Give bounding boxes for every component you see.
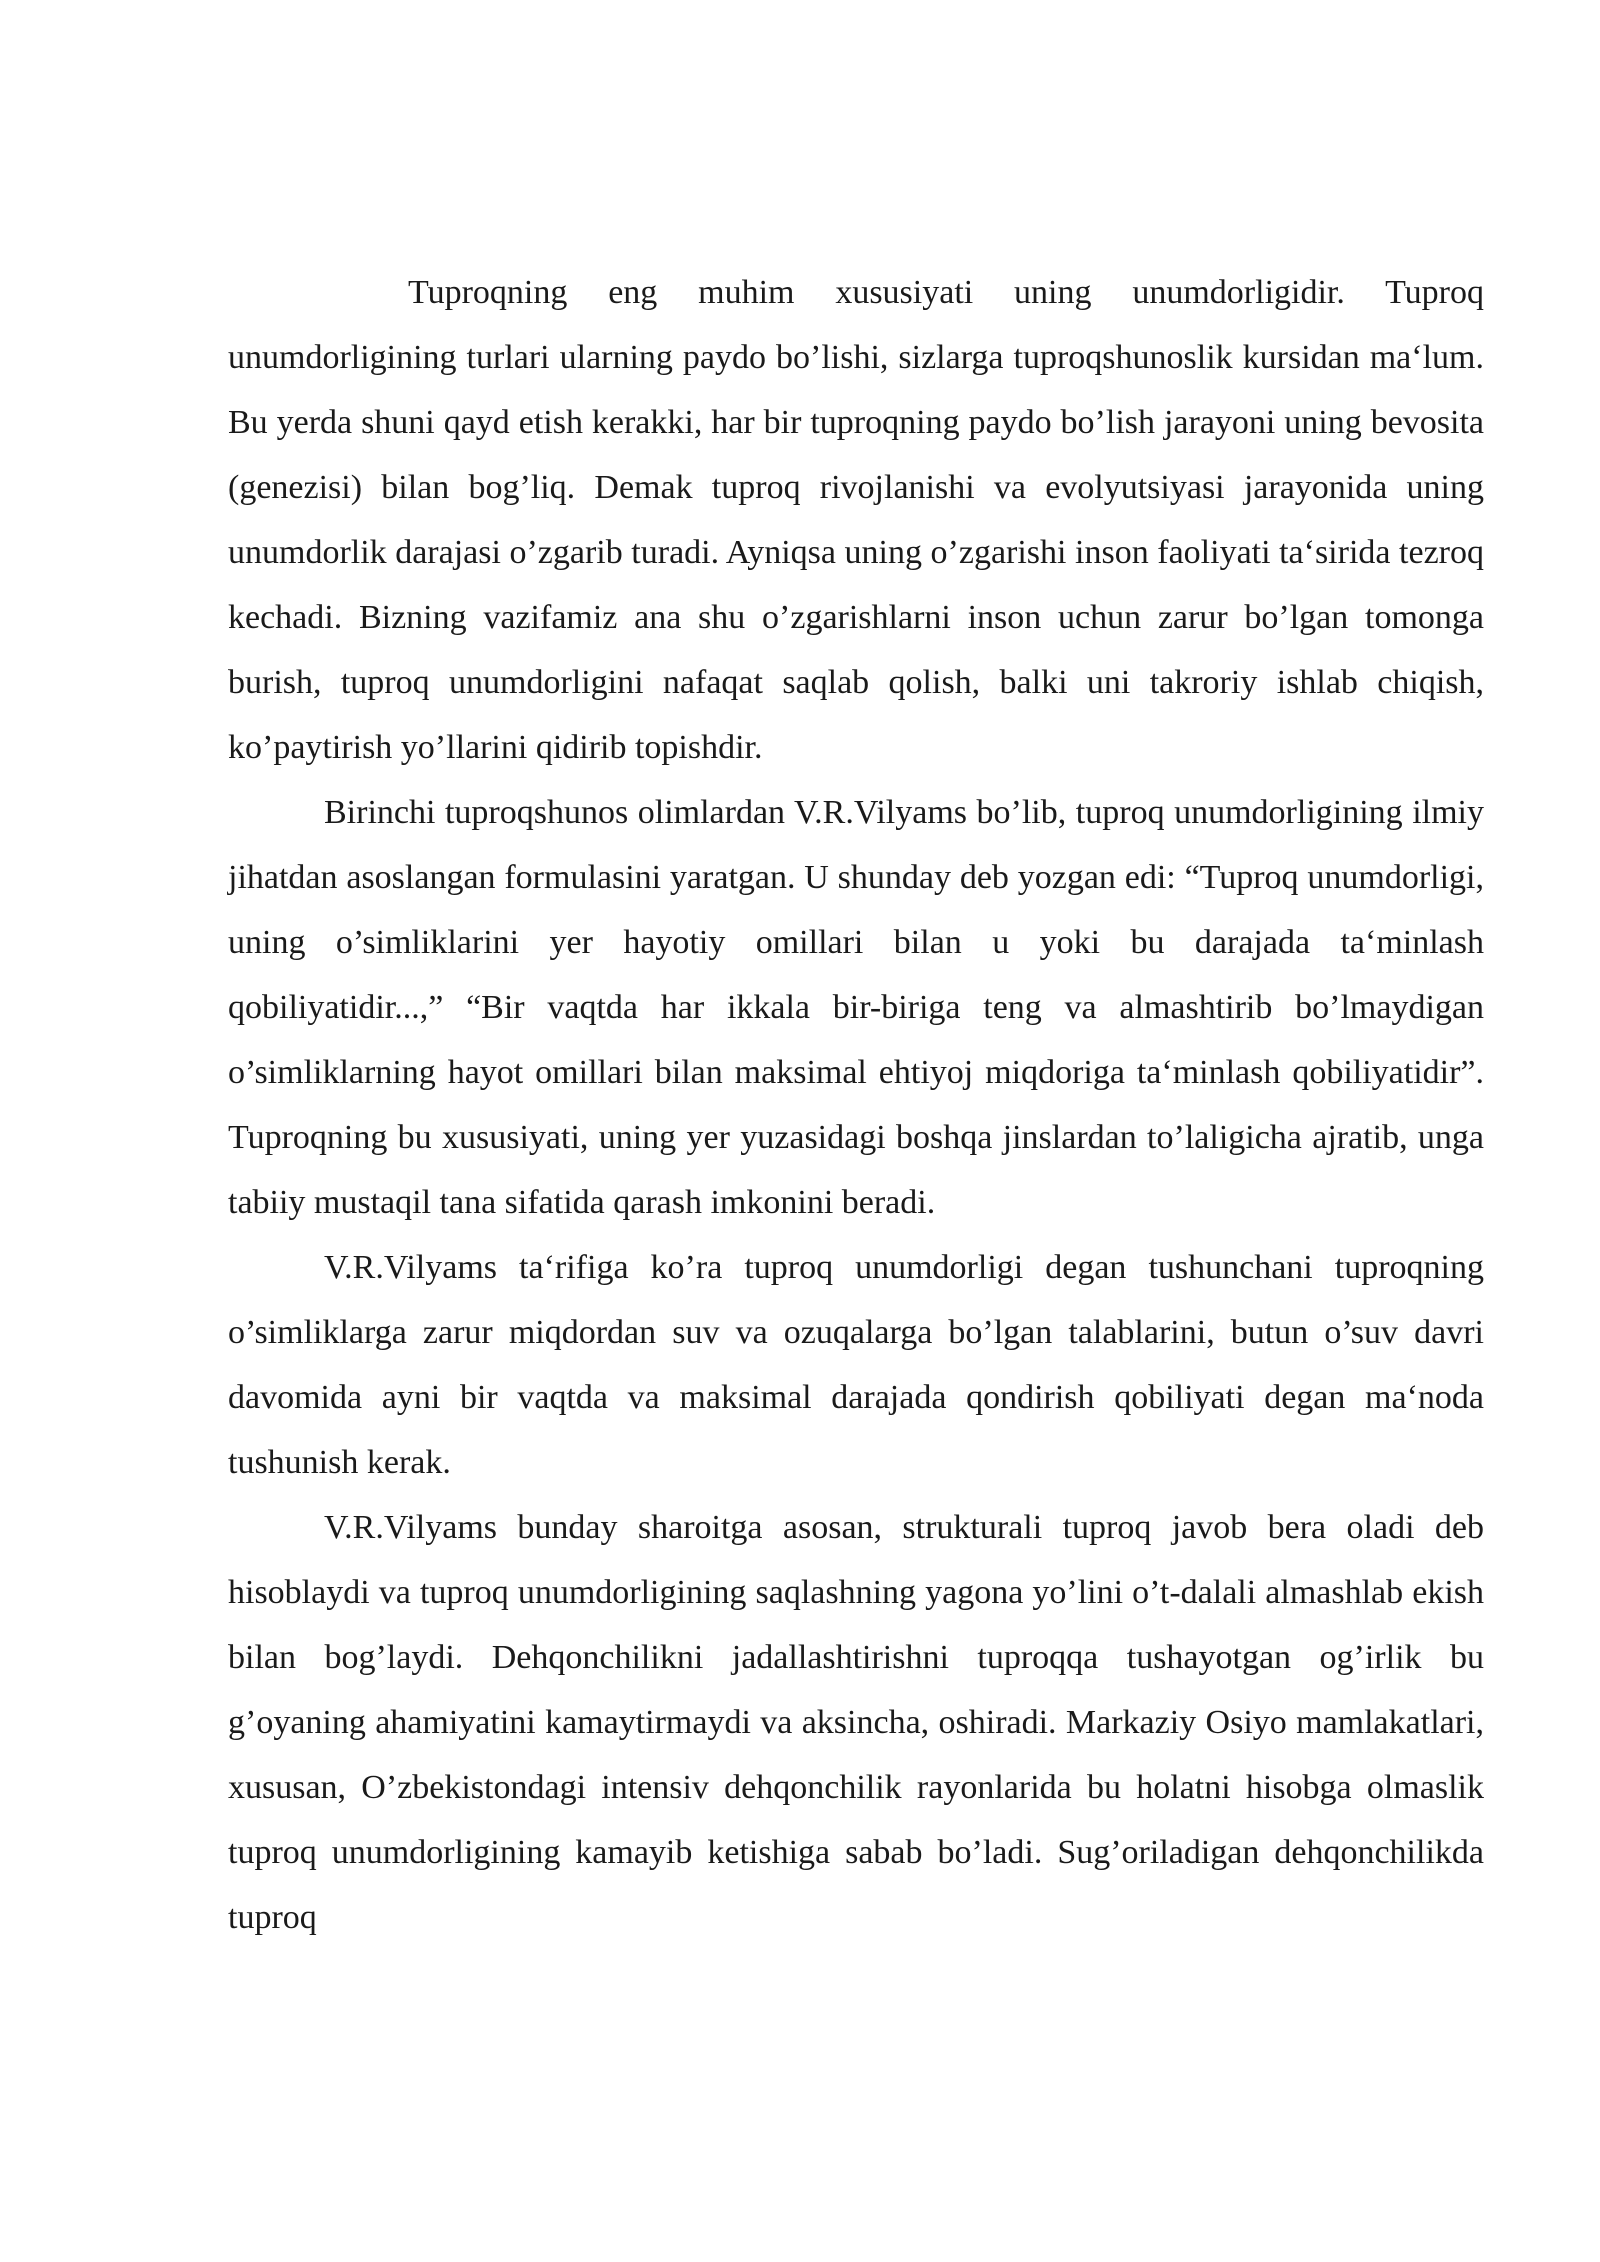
paragraph-4: V.R.Vilyams bunday sharoitga asosan, strukturali tuproq javob bera oladi deb hisoblaydi va tuproq unumdorligining saqlashning yagona yo’lini o’t-dalali almashlab ekish bilan bog’laydi. Dehqonchilikni jadallashtirishni tuproqqa tushayotgan og’irlik bu g’oyaning ahamiyatini kamaytirmaydi va aksincha, oshiradi. Markaziy Osiyo mamlakatlari, xususan, O’zbekistondagi intensiv dehqonchilik rayonlarida bu holatni hisobga olmaslik tuproq unumdorligining kamayib ketishiga sabab bo’ladi. Sug’oriladigan dehqonchilikda tuproq (228, 1509, 1484, 1936)
body-text (228, 260, 1484, 1950)
paragraph-3: V.R.Vilyams ta‘rifiga ko’ra tuproq unumdorligi degan tushunchani tuproqning o’simliklarga zarur miqdordan suv va ozuqalarga bo’lgan talablarini, butun o’suv davri davomida ayni bir vaqtda va maksimal darajada qondirish qobiliyati degan ma‘noda tushunish kerak. (228, 1249, 1484, 1481)
paragraph-2: Birinchi tuproqshunos olimlardan V.R.Vilyams bo’lib, tuproq unumdorligining ilmiy jihatdan asoslangan formulasini yaratgan. U shunday deb yozgan edi: “Tuproq unumdorligi, uning o’simliklarini yer hayotiy omillari bilan u yoki bu darajada ta‘minlash qobiliyatidir...,” “Bir vaqtda har ikkala bir-biriga teng va almashtirib bo’lmaydigan o’simliklarning hayot omillari bilan maksimal ehtiyoj miqdoriga ta‘minlash qobiliyatidir”. Tuproqning bu xususiyati, uning yer yuzasidagi boshqa jinslardan to’laligicha ajratib, unga tabiiy mustaqil tana sifatida qarash imkonini beradi. (228, 794, 1484, 1221)
paragraph-1: Tuproqning eng muhim xususiyati uning unumdorligidir. Tuproq unumdorligining turlari ularning paydo bo’lishi, sizlarga tuproqshunoslik kursidan ma‘lum. Bu yerda shuni qayd etish kerakki, har bir tuproqning paydo bo’lish jarayoni uning bevosita (genezisi) bilan bog’liq. Demak tuproq rivojlanishi va evolyutsiyasi jarayonida uning unumdorlik darajasi o’zgarib turadi. Ayniqsa uning o’zgarishi inson faoliyati ta‘sirida tezroq kechadi. Bizning vazifamiz ana shu o’zgarishlarni inson uchun zarur bo’lgan tomonga burish, tuproq unumdorligini nafaqat saqlab qolish, balki uni takroriy ishlab chiqish, ko’paytirish yo’llarini qidirib topishdir. (228, 274, 1484, 766)
